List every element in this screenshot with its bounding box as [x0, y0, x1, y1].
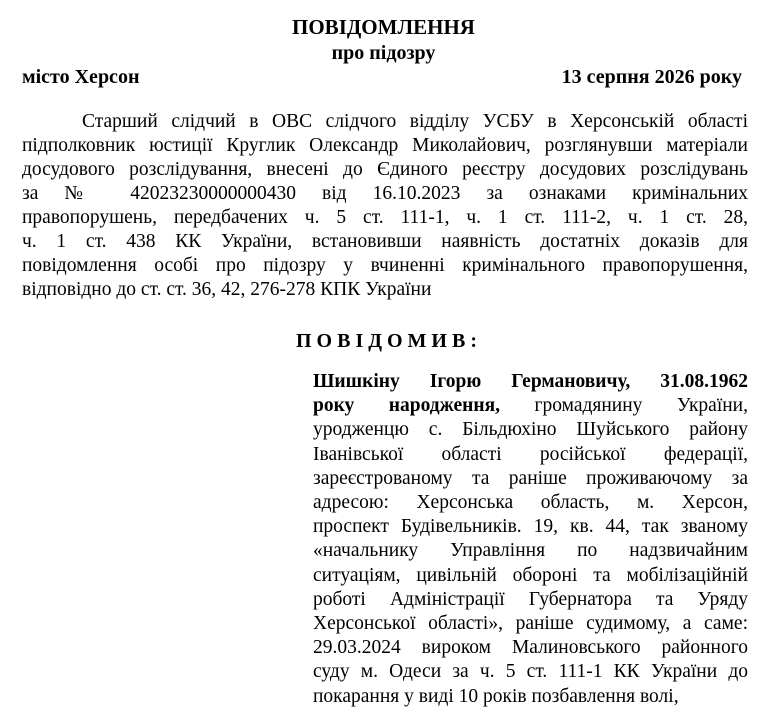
- suspect-line: уродженцю с. Більдюхіно Шуйського району: [313, 419, 748, 441]
- intro-paragraph: [22, 110, 748, 302]
- suspect-birth-label: року народження,: [313, 395, 501, 417]
- document-date: 13 серпня 2026 року: [561, 66, 742, 88]
- suspect-line: Херсонської області», раніше судимому, а саме:: [313, 613, 748, 635]
- suspect-line: 29.03.2024 вироком Малиновського районного: [313, 637, 748, 659]
- suspect-line: проспект Будівельників. 19, кв. 44, так званому: [313, 516, 748, 538]
- intro-line: Старший слідчий в ОВС слідчого відділу УСБУ в Херсонській області: [82, 111, 748, 132]
- section-heading: ПОВІДОМИВ:: [296, 330, 482, 352]
- suspect-line: суду м. Одеси за ч. 5 ст. 111-1 КК України до: [313, 661, 748, 683]
- intro-line: ч. 1 ст. 438 КК України, встановивши наявність достатніх доказів для: [22, 231, 748, 252]
- suspect-birth-line: [313, 394, 748, 418]
- suspect-line: покарання у виді 10 років позбавлення волі,: [313, 685, 679, 707]
- suspect-citizenship: громадянину України,: [500, 395, 748, 417]
- intro-line: підполковник юстиції Круглик Олександр Миколайович, розглянувши матеріали: [22, 135, 748, 156]
- document-city: місто Херсон: [22, 66, 140, 88]
- suspect-line: «начальнику Управління по надзвичайним: [313, 540, 748, 562]
- intro-line: правопорушень, передбачених ч. 5 ст. 111-1, ч. 1 ст. 111-2, ч. 1 ст. 28,: [22, 207, 748, 228]
- suspect-line: адресою: Херсонська область, м. Херсон,: [313, 492, 748, 514]
- suspect-line: ситуаціям, цивільній обороні та мобілізаційній: [313, 564, 748, 586]
- document-title: ПОВІДОМЛЕННЯ: [292, 15, 475, 39]
- suspect-line: зареєстрованому та раніше проживаючому за: [313, 467, 748, 489]
- intro-line: досудового розслідування, внесені до Єдиного реєстру досудових розслідувань: [22, 159, 748, 180]
- intro-line: за № 42023230000000430 від 16.10.2023 за ознаками кримінальних: [22, 183, 748, 204]
- document-subtitle: про підозру: [331, 42, 436, 64]
- intro-line: відповідно до ст. ст. 36, 42, 276-278 КПК України: [22, 279, 432, 300]
- suspect-name-line: Шишкіну Ігорю Германовичу, 31.08.1962: [313, 371, 748, 392]
- suspect-line: Іванівської області російської федерації,: [313, 443, 748, 465]
- intro-line: повідомлення особі про підозру у вчиненні кримінального правопорушення,: [22, 255, 748, 276]
- suspect-paragraph: [313, 370, 748, 709]
- suspect-line: роботі Адміністрації Губернатора та Уряду: [313, 588, 748, 610]
